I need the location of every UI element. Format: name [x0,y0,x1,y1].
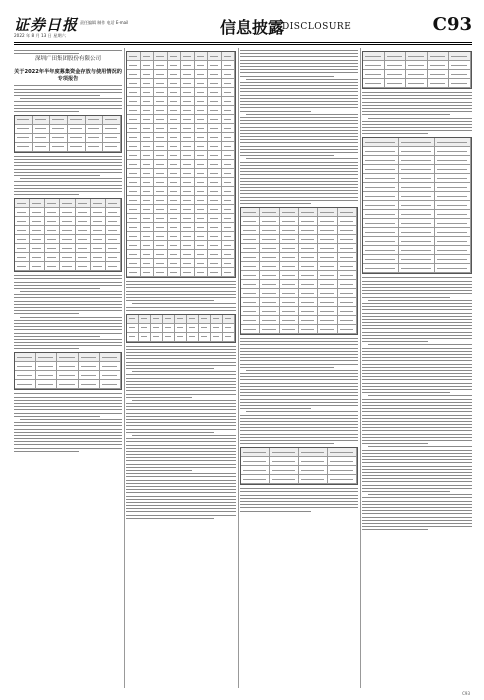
body-text-block [14,156,122,195]
body-text-block [14,85,122,112]
editor-line: 责任编辑 制作 电话 E-mail [80,20,129,25]
body-text-block [240,50,358,204]
body-text-block [126,346,236,519]
footer-page-mark: C93 [462,691,470,696]
data-table [240,207,358,335]
notice-company: 深圳广田集团股份有限公司 [34,56,101,63]
data-table [14,352,122,390]
data-table [14,115,122,153]
body-text-block [14,393,122,451]
column-divider [124,48,125,688]
data-table [362,51,472,89]
data-table [126,314,236,343]
notice-title: 关于2022年半年度募集资金存放与使用情况的专项报告 [14,69,122,83]
body-text-block [126,281,236,311]
masthead [14,14,472,42]
body-text-block [362,277,472,530]
edition-line: 2022 年 8 月 13 日 星期六 [14,33,66,38]
data-table [240,447,358,485]
column-4 [362,48,472,688]
body-text-block [240,488,358,511]
column-divider [238,48,239,688]
section-title: 信息披露 [220,18,285,37]
body-text-block [14,275,122,349]
data-table [14,198,122,272]
section-title-en: DISCLOSURE [282,22,352,32]
column-2 [126,48,236,688]
body-text-block [240,338,358,444]
header-rule [14,42,472,43]
header-rule-thin [14,44,472,45]
newspaper-logo: 证券日报 [14,16,79,34]
body-text-block [362,92,472,134]
page-number: C93 [432,14,472,35]
data-table [362,137,472,274]
column-divider [360,48,361,688]
column-1 [14,48,122,688]
column-3 [240,48,358,688]
intro-text-block [14,50,122,54]
data-table [126,51,236,278]
